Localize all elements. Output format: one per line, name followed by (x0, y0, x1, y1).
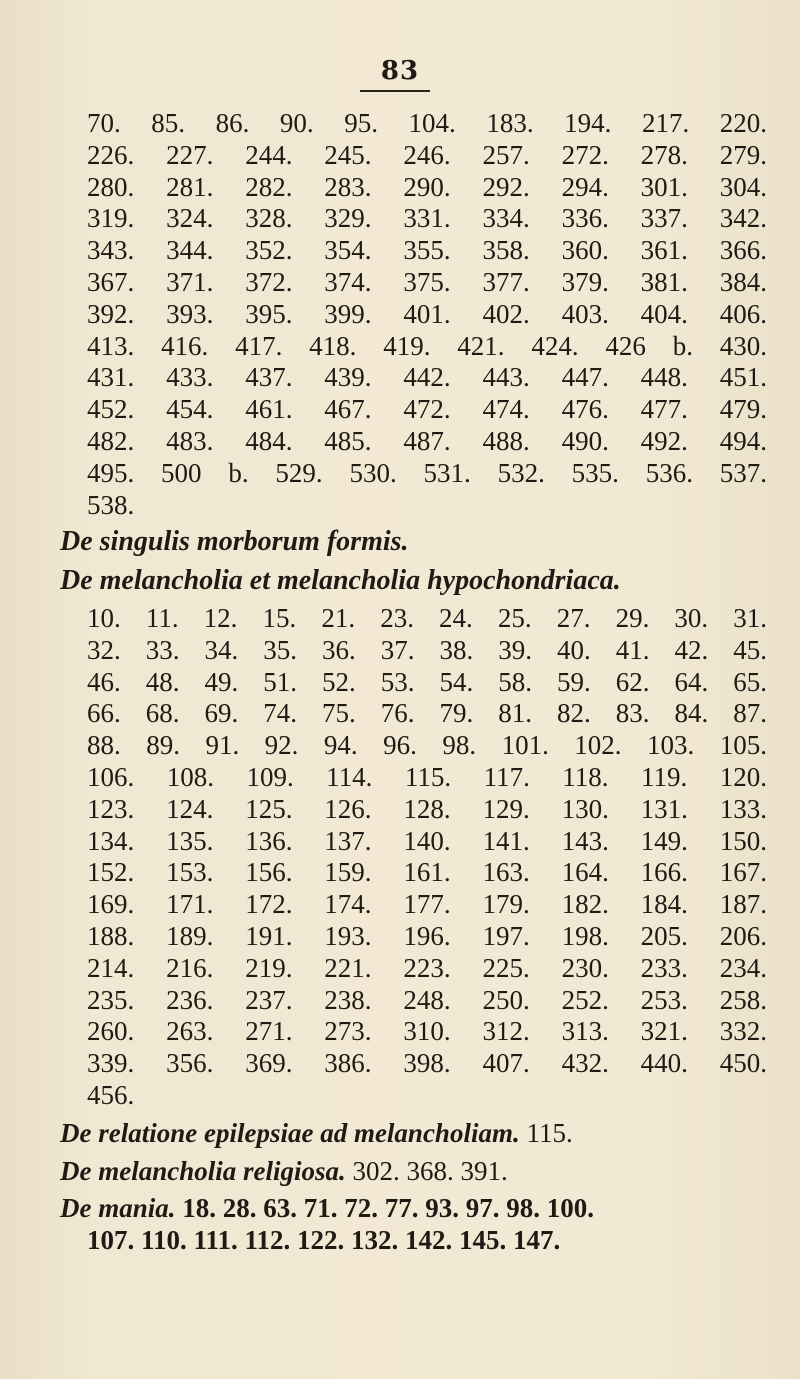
index-line: 431. 433. 437. 439. 442. 443. 447. 448. 451. (87, 362, 767, 393)
entry-heading: De melancholia religiosa. (60, 1156, 346, 1186)
heading-text: De melancholia et melancholia hypochondriaca. (60, 565, 621, 596)
entry-references: 302. 368. 391. (352, 1156, 508, 1186)
entry-line (60, 1118, 740, 1150)
entry-mania (60, 1193, 740, 1257)
entry-continuation: 107. 110. 111. 112. 122. 132. 142. 145. 147. (87, 1224, 561, 1255)
index-line: 367. 371. 372. 374. 375. 377. 379. 381. 384. (87, 266, 767, 297)
reference-line: 46. 48. 49. 51. 52. 53. 54. 58. 59. 62. 64. 65. (87, 666, 767, 697)
section-heading-melancholia (60, 565, 740, 597)
entry-references: 115. (526, 1118, 573, 1148)
reference-line: 152. 153. 156. 159. 161. 163. 164. 166. 167. (87, 857, 767, 888)
entry-references: 18. 28. 63. 71. 72. 77. 93. 97. 98. 100. (182, 1193, 595, 1223)
index-continued-block (60, 108, 767, 521)
index-line: 70. 85. 86. 90. 95. 104. 183. 194. 217. 220. (87, 108, 767, 138)
reference-line: 214. 216. 219. 221. 223. 225. 230. 233. 234. (87, 952, 767, 983)
section-heading-singulis (60, 526, 740, 558)
index-line: 226. 227. 244. 245. 246. 257. 272. 278. 279. (87, 139, 767, 170)
entry-religiosa (60, 1156, 740, 1188)
reference-line: 10. 11. 12. 15. 21. 23. 24. 25. 27. 29. 30. 31. (87, 603, 767, 633)
index-line: 495. 500 b. 529. 530. 531. 532. 535. 536. 537. (87, 457, 767, 488)
reference-line: 260. 263. 271. 273. 310. 312. 313. 321. 332. (87, 1016, 767, 1047)
index-line: 538. (87, 489, 135, 520)
reference-line: 169. 171. 172. 174. 177. 179. 182. 184. 187. (87, 889, 767, 920)
entry-relatione (60, 1118, 740, 1150)
melancholia-references-block (60, 603, 767, 1112)
index-line: 482. 483. 484. 485. 487. 488. 490. 492. 494. (87, 425, 767, 456)
index-line: 392. 393. 395. 399. 401. 402. 403. 404. 406. (87, 298, 767, 329)
index-line: 343. 344. 352. 354. 355. 358. 360. 361. 366. (87, 235, 767, 266)
reference-line: 32. 33. 34. 35. 36. 37. 38. 39. 40. 41. 42. 45. (87, 634, 767, 665)
reference-line: 235. 236. 237. 238. 248. 250. 252. 253. 258. (87, 984, 767, 1015)
index-line: 452. 454. 461. 467. 472. 474. 476. 477. 479. (87, 394, 767, 425)
heading-text: De singulis morborum formis. (60, 526, 409, 557)
reference-line: 88. 89. 91. 92. 94. 96. 98. 101. 102. 103. 105. (87, 730, 767, 761)
reference-line: 134. 135. 136. 137. 140. 141. 143. 149. 150. (87, 825, 767, 856)
reference-line: 123. 124. 125. 126. 128. 129. 130. 131. 133. (87, 793, 767, 824)
reference-line: 339. 356. 369. 386. 398. 407. 432. 440. 450. (87, 1048, 767, 1079)
page-number-rule (360, 90, 430, 92)
page-number: 83 (380, 56, 420, 86)
reference-line: 106. 108. 109. 114. 115. 117. 118. 119. 120. (87, 761, 767, 792)
reference-line: 188. 189. 191. 193. 196. 197. 198. 205. 206. (87, 920, 767, 951)
reference-line: 456. (87, 1079, 135, 1110)
reference-line: 66. 68. 69. 74. 75. 76. 79. 81. 82. 83. 84. 87. (87, 698, 767, 729)
entry-heading: De relatione epilepsiae ad melancholiam. (60, 1118, 520, 1148)
index-line: 319. 324. 328. 329. 331. 334. 336. 337. 342. (87, 203, 767, 234)
index-line: 280. 281. 282. 283. 290. 292. 294. 301. 304. (87, 171, 767, 202)
entry-line (60, 1193, 740, 1225)
entry-line (60, 1156, 740, 1188)
entry-heading: De mania. (60, 1193, 176, 1223)
index-line: 413. 416. 417. 418. 419. 421. 424. 426 b. 430. (87, 330, 767, 361)
